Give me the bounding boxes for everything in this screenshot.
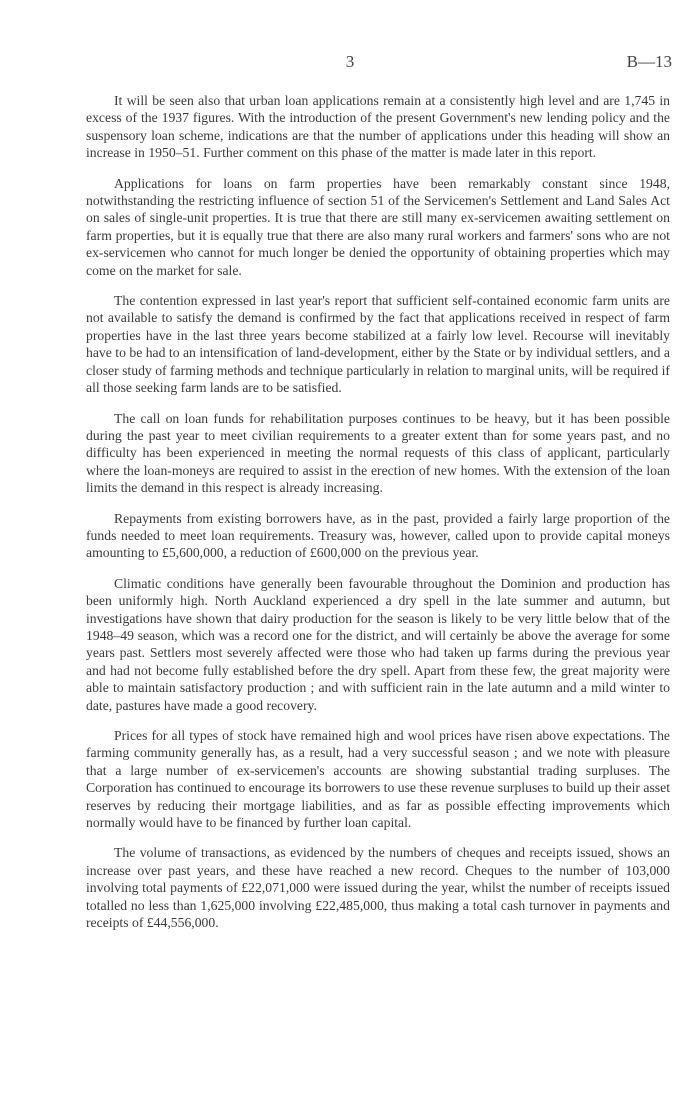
paragraph-rehabilitation-funds: The call on loan funds for rehabilitation purposes continues to be heavy, but it has been possible during the past year to meet civilian requirements to a greater extent than for some years past, and no difficulty has been experienced in meeting the normal requests of this class of applicant, particularly where the loan-moneys are required to assist in the erection of new homes. With the extension of the loan limits the demand in this respect is already increasing. xyxy=(86,410,670,496)
paragraph-farm-property-loans: Applications for loans on farm properties have been remarkably constant since 1948, notwithstanding the restricting influence of section 51 of the Servicemen's Settlement and Land Sales Act on sales of single-unit properties. It is true that there are still many ex-servicemen awaiting settlement on farm properties, but it is equally true that there are also many rural workers and farmers' sons who are not ex-servicemen who cannot for much longer be denied the opportunity of obtaining properties which may come on the market for sale. xyxy=(86,175,670,278)
body-text xyxy=(86,92,670,944)
page-number: 3 xyxy=(345,52,355,71)
paragraph-urban-loan-applications: It will be seen also that urban loan applications remain at a consistently high level and are 1,745 in excess of the 1937 figures. With the introduction of the present Government's new lending policy and the suspensory loan scheme, indications are that the number of applications under this heading will show an increase in 1950–51. Further comment on this phase of the matter is made later in this report. xyxy=(86,93,670,161)
paragraph-climatic-conditions: Climatic conditions have generally been favourable throughout the Dominion and production has been uniformly high. North Auckland experienced a dry spell in the late summer and autumn, but investigations have shown that dairy production for the season is likely to be very little below that of the 1948–49 season, which was a record one for the district, and will certainly be above the average for some years past. Settlers most severely affected were those who had taken up farms during the previous year and had not become fully established before the dry spell. Apart from these few, the great majority were able to maintain satisfactory production ; and with sufficient rain in the late autumn and a mild winter to date, pastures have made a good recovery. xyxy=(86,575,670,713)
paragraph-transaction-volume: The volume of transactions, as evidenced by the numbers of cheques and receipts issued, shows an increase over past years, and these have reached a new record. Cheques to the number of 103,000 involving total payments of £22,071,000 were issued during the year, whilst the number of receipts issued totalled no less than 1,625,000 involving £22,485,000, thus making a total cash turnover in payments and receipts of £44,556,000. xyxy=(86,845,670,931)
paragraph-stock-prices: Prices for all types of stock have remained high and wool prices have risen above expectations. The farming community generally has, as a result, had a very successful season ; and we note with pleasure that a large number of ex-servicemen's accounts are showing substantial trading surpluses. The Corporation has continued to encourage its borrowers to use these revenue surpluses to build up their asset reserves by reducing their mortgage liabilities, and as far as possible effecting improvements which normally would have to be financed by further loan capital. xyxy=(86,728,670,831)
paragraph-repayments: Repayments from existing borrowers have, as in the past, provided a fairly large proportion of the funds needed to meet loan requirements. Treasury was, however, called upon to provide capital moneys amounting to £5,600,000, a reduction of £600,000 on the previous year. xyxy=(86,510,670,561)
document-reference: B—13 xyxy=(626,52,672,71)
paragraph-economic-farm-units: The contention expressed in last year's report that sufficient self-contained economic farm units are not available to satisfy the demand is confirmed by the fact that applications received in respect of farm properties have in the last three years become stabilized at a fairly low level. Recourse will inevitably have to be had to an intensification of land-development, either by the State or by individual settlers, and a closer study of farming methods and technique particularly in relation to marginal units, will be required if all those seeking farm lands are to be satisfied. xyxy=(86,293,670,396)
